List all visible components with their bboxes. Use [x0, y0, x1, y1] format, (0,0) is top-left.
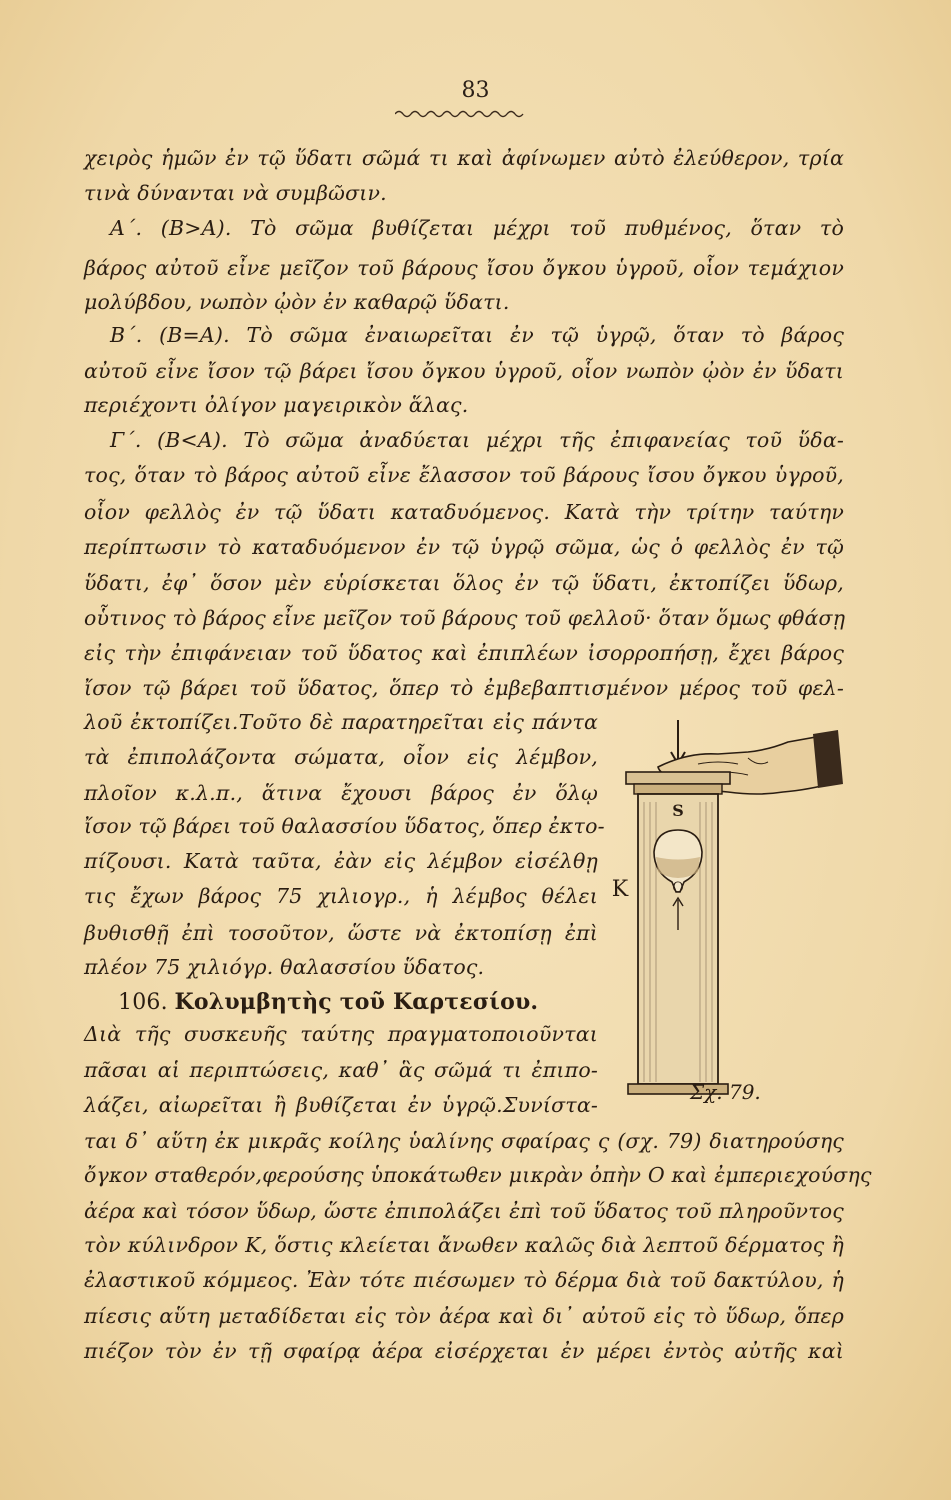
text-line: ἴσον τῷ βάρει τοῦ θαλασσίου ὕδατος, ὅπερ ἐκτο-: [84, 814, 605, 838]
text-line: λάζει, αἰωρεῖται ἢ βυθίζεται ἐν ὑγρῷ.Συνίστα-: [84, 1093, 598, 1117]
text-line: πίζουσι. Κατὰ ταῦτα, ἐὰν εἰς λέμβον εἰσέλθῃ: [84, 849, 598, 873]
text-line: πίεσις αὕτη μεταδίδεται εἰς τὸν ἀέρα καὶ δι᾽ αὐτοῦ εἰς τὸ ὕδωρ, ὅπερ: [84, 1304, 844, 1328]
text-line: πᾶσαι αἱ περιπτώσεις, καθ᾽ ἃς σῶμά τι ἐπιπο-: [84, 1058, 598, 1082]
text-line: περιέχοντι ὀλίγον μαγειρικὸν ἅλας.: [84, 393, 469, 417]
section-number: 106.: [118, 990, 168, 1015]
text-line: Γ΄. (Β<Α). Τὸ σῶμα ἀναδύεται μέχρι τῆς ἐπιφανείας τοῦ ὕδα-: [110, 428, 844, 452]
text-line: αὐτοῦ εἶνε ἴσον τῷ βάρει ἴσου ὄγκου ὑγροῦ, οἷον νωπὸν ᾠὸν ἐν ὕδατι: [84, 359, 844, 383]
text-line: πλέον 75 χιλιόγρ. θαλασσίου ὕδατος.: [84, 955, 485, 979]
figure-caption: Σχ. 79.: [690, 1080, 761, 1104]
text-line: οὗτινος τὸ βάρος εἶνε μεῖζον τοῦ βάρους τοῦ φελλοῦ· ὅταν ὅμως φθάσῃ: [84, 606, 846, 630]
text-line: πλοῖον κ.λ.π., ἅτινα ἔχουσι βάρος ἐν ὅλῳ: [84, 781, 598, 805]
text-line: τὰ ἐπιπολάζοντα σώματα, οἷον εἰς λέμβον,: [84, 745, 598, 769]
text-line: τινὰ δύνανται νὰ συμβῶσιν.: [84, 181, 387, 205]
text-line: ὕδατι, ἐφ᾽ ὅσον μὲν εὑρίσκεται ὅλος ἐν τῷ ὕδατι, ἐκτοπίζει ὕδωρ,: [84, 571, 844, 595]
text-line: λοῦ ἐκτοπίζει.Τοῦτο δὲ παρατηρεῖται εἰς πάντα: [84, 710, 598, 734]
text-line: τις ἔχων βάρος 75 χιλιογρ., ἡ λέμβος θέλει: [84, 884, 598, 908]
text-line: ται δ᾽ αὕτη ἐκ μικρᾶς κοίλης ὑαλίνης σφαίρας ς (σχ. 79) διατηρούσης: [84, 1129, 844, 1153]
figure-label-s: S: [672, 801, 684, 820]
section-heading: [118, 987, 538, 1018]
text-line: περίπτωσιν τὸ καταδυόμενον ἐν τῷ ὑγρῷ σῶμα, ὡς ὁ φελλὸς ἐν τῷ: [84, 535, 844, 559]
text-line: Α΄. (Β>Α). Τὸ σῶμα βυθίζεται μέχρι τοῦ πυθμένος, ὅταν τὸ: [110, 216, 844, 240]
text-line: ἐλαστικοῦ κόμμεος. Ἐὰν τότε πιέσωμεν τὸ δέρμα διὰ τοῦ δακτύλου, ἡ: [84, 1268, 844, 1292]
text-line: οἷον φελλὸς ἐν τῷ ὕδατι καταδυόμενος. Κατὰ τὴν τρίτην ταύτην: [84, 500, 844, 524]
page-number: 83: [461, 78, 490, 103]
text-line: ὄγκον σταθερόν,φερούσης ὑποκάτωθεν μικρὰν ὀπὴν Ο καὶ ἐμπεριεχούσης: [84, 1163, 872, 1187]
figure-label-k: K: [611, 877, 629, 902]
text-line: μολύβδου, νωπὸν ᾠὸν ἐν καθαρῷ ὕδατι.: [84, 290, 510, 314]
text-line: βυθισθῇ ἐπὶ τοσοῦτον, ὥστε νὰ ἐκτοπίσῃ ἐπὶ: [84, 921, 598, 945]
text-line: τὸν κύλινδρον Κ, ὅστις κλείεται ἄνωθεν καλῶς διὰ λεπτοῦ δέρματος ἢ: [84, 1233, 844, 1257]
text-line: Διὰ τῆς συσκευῆς ταύτης πραγματοποιοῦνται: [84, 1022, 598, 1046]
section-title: Κολυμβητὴς τοῦ Καρτεσίου.: [174, 989, 539, 1015]
text-line: ἴσον τῷ βάρει τοῦ ὕδατος, ὅπερ τὸ ἐμβεβαπτισμένον μέρος τοῦ φελ-: [84, 676, 844, 700]
text-line: πιέζον τὸν ἐν τῇ σφαίρᾳ ἀέρα εἰσέρχεται ἐν μέρει ἐντὸς αὐτῆς καὶ: [84, 1339, 844, 1363]
text-line: εἰς τὴν ἐπιφάνειαν τοῦ ὕδατος καὶ ἐπιπλέων ἰσορροπήσῃ, ἔχει βάρος: [84, 641, 844, 665]
text-line: βάρος αὐτοῦ εἶνε μεῖζον τοῦ βάρους ἴσου ὄγκου ὑγροῦ, οἷον τεμάχιον: [84, 256, 844, 280]
cartesian-diver-figure: [598, 712, 848, 1112]
figure-label-o: O: [672, 880, 684, 896]
text-line: Β΄. (Β=Α). Τὸ σῶμα ἐναιωρεῖται ἐν τῷ ὑγρῷ, ὅταν τὸ βάρος: [110, 323, 844, 347]
text-line: ἀέρα καὶ τόσον ὕδωρ, ὥστε ἐπιπολάζει ἐπὶ τοῦ ὕδατος τοῦ πληροῦντος: [84, 1199, 844, 1223]
text-line: τος, ὅταν τὸ βάρος αὐτοῦ εἶνε ἔλασσον τοῦ βάρους ἴσου ὄγκου ὑγροῦ,: [84, 463, 844, 487]
text-line: χειρὸς ἡμῶν ἐν τῷ ὕδατι σῶμά τι καὶ ἀφίνωμεν αὐτὸ ἐλεύθερον, τρία: [84, 146, 844, 170]
wavy-rule-ornament: [395, 108, 525, 120]
